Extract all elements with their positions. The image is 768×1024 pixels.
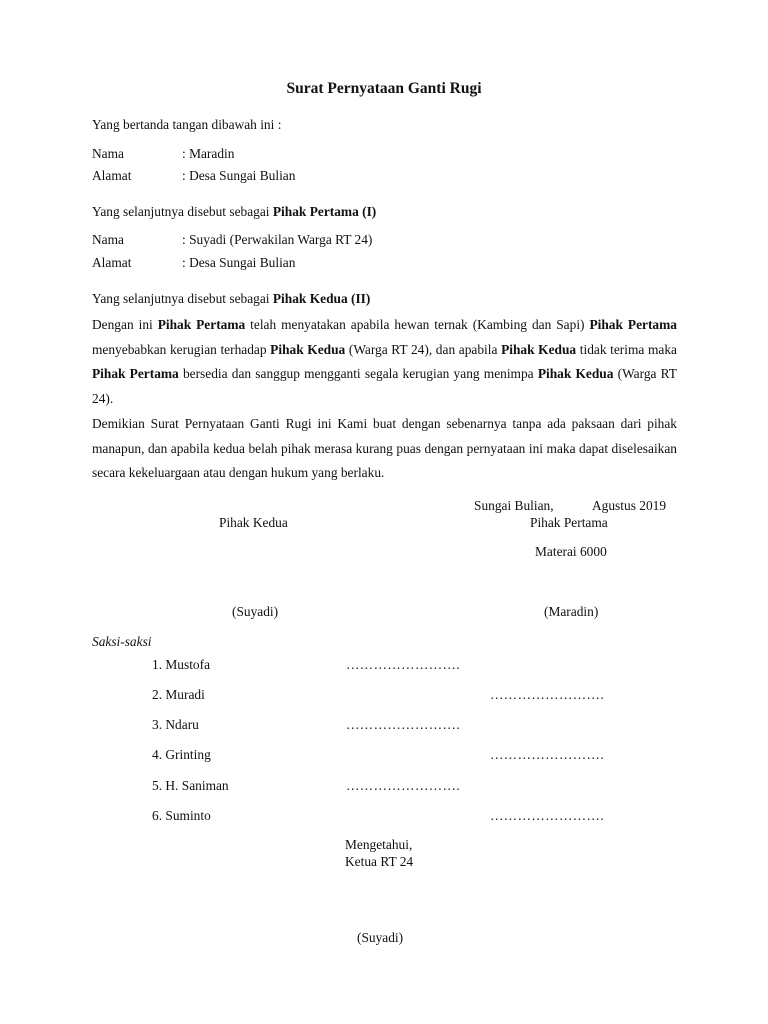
witness-name: 1. Mustofa bbox=[152, 657, 211, 672]
ketua-label: Ketua RT 24 bbox=[345, 854, 414, 869]
witness-name: 3. Ndaru bbox=[152, 717, 199, 732]
designation-prefix: Yang selanjutnya disebut sebagai bbox=[92, 204, 273, 219]
place-text: Sungai Bulian, bbox=[474, 498, 554, 513]
witness-name: 5. H. Saniman bbox=[152, 778, 229, 793]
party1-alamat-value: : Desa Sungai Bulian bbox=[182, 168, 296, 183]
witness-name: 6. Suminto bbox=[152, 808, 211, 823]
party1-nama-label: Nama bbox=[92, 146, 124, 161]
witnesses-heading: Saksi-saksi bbox=[92, 634, 152, 649]
party2-nama-value: : Suyadi (Perwakilan Warga RT 24) bbox=[182, 232, 373, 247]
document-title: Surat Pernyataan Ganti Rugi bbox=[286, 80, 482, 97]
designation-prefix: Yang selanjutnya disebut sebagai bbox=[92, 291, 273, 306]
mengetahui-text: Mengetahui, bbox=[345, 837, 413, 852]
materai-text: Materai 6000 bbox=[535, 544, 607, 559]
witness-signature-line: ……………………. bbox=[346, 717, 461, 732]
signature-kedua: (Suyadi) bbox=[232, 604, 279, 619]
party1-alamat-label: Alamat bbox=[92, 168, 132, 183]
signature-ketua: (Suyadi) bbox=[357, 930, 404, 945]
intro-text: Yang bertanda tangan dibawah ini : bbox=[92, 117, 282, 132]
signature-pertama: (Maradin) bbox=[544, 604, 599, 619]
party2-nama-label: Nama bbox=[92, 232, 124, 247]
party1-designation bbox=[92, 205, 376, 218]
party2-designation bbox=[92, 292, 370, 305]
pihak-pertama-label: Pihak Pertama bbox=[530, 515, 608, 530]
designation-party: Pihak Kedua (II) bbox=[272, 291, 371, 306]
party2-alamat-label: Alamat bbox=[92, 255, 132, 270]
witness-signature-line: ……………………. bbox=[346, 657, 461, 672]
closing-paragraph: Demikian Surat Pernyataan Ganti Rugi ini Kami buat dengan sebenarnya tanpa ada paksaan dari pihak manapun, dan apabila kedua belah pihak merasa kurang puas dengan pernyataan ini maka dapat diselesaikan secara kekeluargaan atau dengan hukum yang berlaku. bbox=[92, 416, 677, 481]
witness-signature-line: ……………………. bbox=[490, 687, 605, 702]
designation-party: Pihak Pertama (I) bbox=[272, 204, 377, 219]
party1-nama-value: : Maradin bbox=[182, 146, 235, 161]
witness-signature-line: ……………………. bbox=[490, 808, 605, 823]
witness-signature-line: ……………………. bbox=[490, 747, 605, 762]
party2-alamat-value: : Desa Sungai Bulian bbox=[182, 255, 296, 270]
witness-name: 2. Muradi bbox=[152, 687, 205, 702]
pihak-kedua-label: Pihak Kedua bbox=[219, 515, 288, 530]
witness-signature-line: ……………………. bbox=[346, 778, 461, 793]
witness-name: 4. Grinting bbox=[152, 747, 211, 762]
date-text: Agustus 2019 bbox=[592, 498, 667, 513]
statement-paragraph: Dengan ini Pihak Pertama telah menyatakan apabila hewan ternak (Kambing dan Sapi) Pihak Pertama menyebabkan kerugian terhadap Pihak Kedua (Warga RT 24), dan apabila Pihak Kedua tidak terima maka Pihak Pertama bersedia dan sanggup mengganti segala kerugian yang menimpa Pihak Kedua (Warga RT 24). bbox=[92, 317, 677, 406]
